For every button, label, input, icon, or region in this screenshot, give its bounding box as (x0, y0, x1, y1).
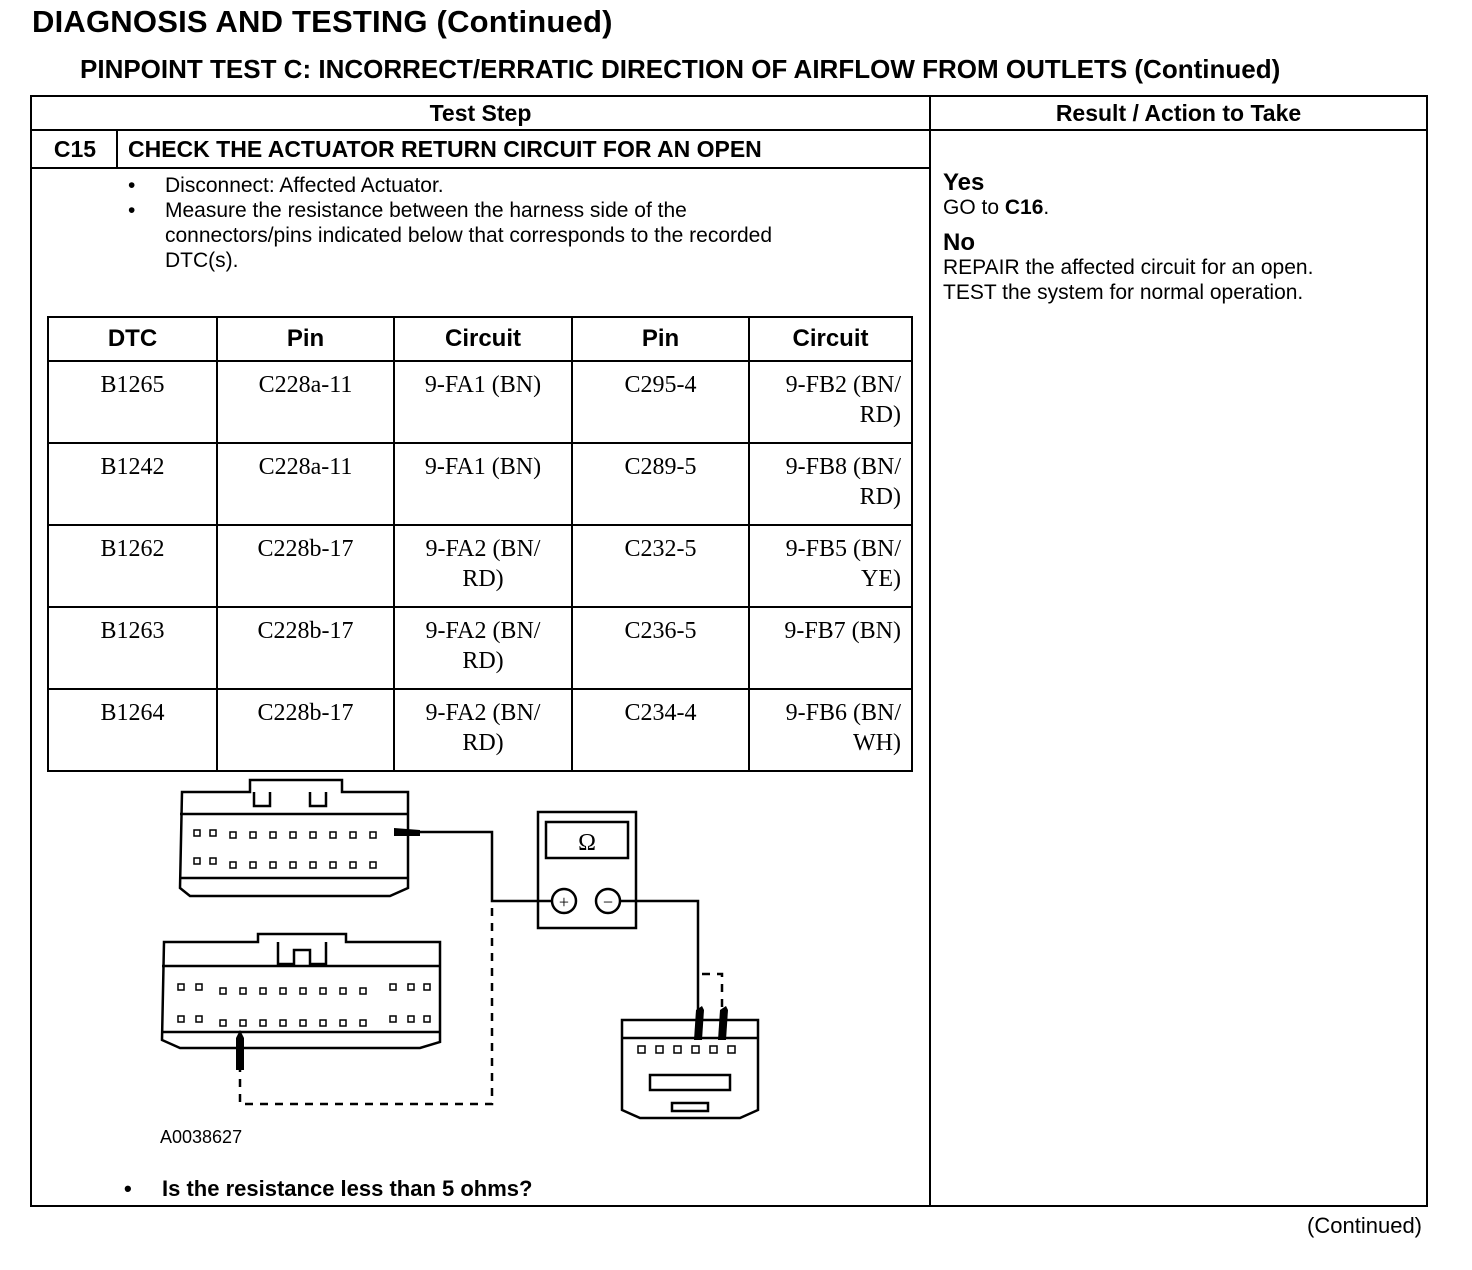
figure-id: A0038627 (160, 1127, 243, 1147)
pinpoint-test-title: PINPOINT TEST C: INCORRECT/ERRATIC DIRECTION OF AIRFLOW FROM OUTLETS (Continued) (80, 54, 1281, 84)
col-circuit-1: Circuit (394, 317, 572, 361)
cell-pin: C228a-11 (217, 443, 394, 525)
yes-suffix: . (1043, 196, 1050, 219)
page-title: DIAGNOSIS AND TESTING (Continued) (32, 4, 613, 39)
ohm-symbol: Ω (578, 830, 596, 856)
step-id: C15 (53, 136, 97, 162)
cell-pin: C228a-11 (217, 361, 394, 443)
step-title: CHECK THE ACTUATOR RETURN CIRCUIT FOR AN OPEN (128, 136, 762, 162)
cell-circuit: 9-FA2 (BN/ RD) (394, 525, 572, 607)
cell-pin: C295-4 (572, 361, 749, 443)
table-row (48, 525, 912, 607)
lower-connector-icon (162, 934, 440, 1048)
step-title-rule (30, 167, 930, 169)
dtc-table-header (48, 317, 912, 361)
continued-label: (Continued) (1307, 1213, 1422, 1238)
no-label: No (943, 229, 975, 256)
cell-dtc: B1242 (48, 443, 217, 525)
bullet-icon: • (128, 174, 136, 197)
column-divider (929, 95, 931, 1207)
cell-dtc: B1263 (48, 607, 217, 689)
cell-circuit: 9-FA2 (BN/ RD) (394, 607, 572, 689)
step-id-separator (116, 131, 118, 167)
bullet-icon: • (124, 1176, 132, 1201)
bullet-icon: • (128, 199, 136, 222)
cell-pin: C232-5 (572, 525, 749, 607)
cell-dtc: B1265 (48, 361, 217, 443)
cell-pin: C289-5 (572, 443, 749, 525)
cell-pin: C228b-17 (217, 607, 394, 689)
cell-dtc: B1264 (48, 689, 217, 771)
alternate-lead-dashed-2 (702, 974, 722, 1016)
col-pin-1: Pin (217, 317, 394, 361)
cell-circuit: 9-FB6 (BN/ WH) (749, 689, 912, 771)
instruction-1: Disconnect: Affected Actuator. (165, 174, 444, 197)
yes-action (943, 195, 1049, 220)
cell-circuit: 9-FB5 (BN/ YE) (749, 525, 912, 607)
cell-pin: C234-4 (572, 689, 749, 771)
header-test-step: Test Step (429, 100, 532, 126)
result-no (943, 230, 1313, 305)
table-row (48, 607, 912, 689)
table-row (48, 361, 912, 443)
cell-pin: C236-5 (572, 607, 749, 689)
cell-circuit: 9-FB2 (BN/ RD) (749, 361, 912, 443)
yes-target-link: C16 (1004, 196, 1044, 219)
cell-dtc: B1262 (48, 525, 217, 607)
meter-labels (559, 830, 613, 912)
alternate-lead-dashed (240, 908, 492, 1104)
col-pin-2: Pin (572, 317, 749, 361)
result-yes (943, 170, 1049, 220)
header-result: Result / Action to Take (1055, 100, 1302, 126)
instruction-2: Measure the resistance between the harness side of the connectors/pins indicated below that corresponds to the recorded DTC(s). (165, 199, 773, 272)
wiring-diagram (150, 770, 790, 1130)
cell-circuit: 9-FA1 (BN) (394, 443, 572, 525)
table-row (48, 689, 912, 771)
dtc-table (47, 316, 913, 772)
step-question: Is the resistance less than 5 ohms? (162, 1176, 533, 1201)
no-action-1: REPAIR the affected circuit for an open. (943, 256, 1314, 279)
plus-terminal: + (558, 892, 570, 912)
cell-circuit: 9-FA2 (BN/ RD) (394, 689, 572, 771)
positive-lead (410, 832, 552, 901)
yes-label: Yes (943, 169, 985, 196)
cell-pin: C228b-17 (217, 689, 394, 771)
table-row (48, 443, 912, 525)
cell-circuit: 9-FA1 (BN) (394, 361, 572, 443)
cell-circuit: 9-FB7 (BN) (749, 607, 912, 689)
cell-circuit: 9-FB8 (BN/ RD) (749, 443, 912, 525)
negative-lead (620, 901, 698, 1016)
col-dtc: DTC (48, 317, 217, 361)
actuator-connector-icon (622, 1020, 758, 1118)
col-circuit-2: Circuit (749, 317, 912, 361)
yes-prefix: GO to (943, 196, 1005, 219)
no-action-2: TEST the system for normal operation. (943, 281, 1304, 304)
cell-pin: C228b-17 (217, 525, 394, 607)
minus-terminal: − (602, 892, 614, 912)
